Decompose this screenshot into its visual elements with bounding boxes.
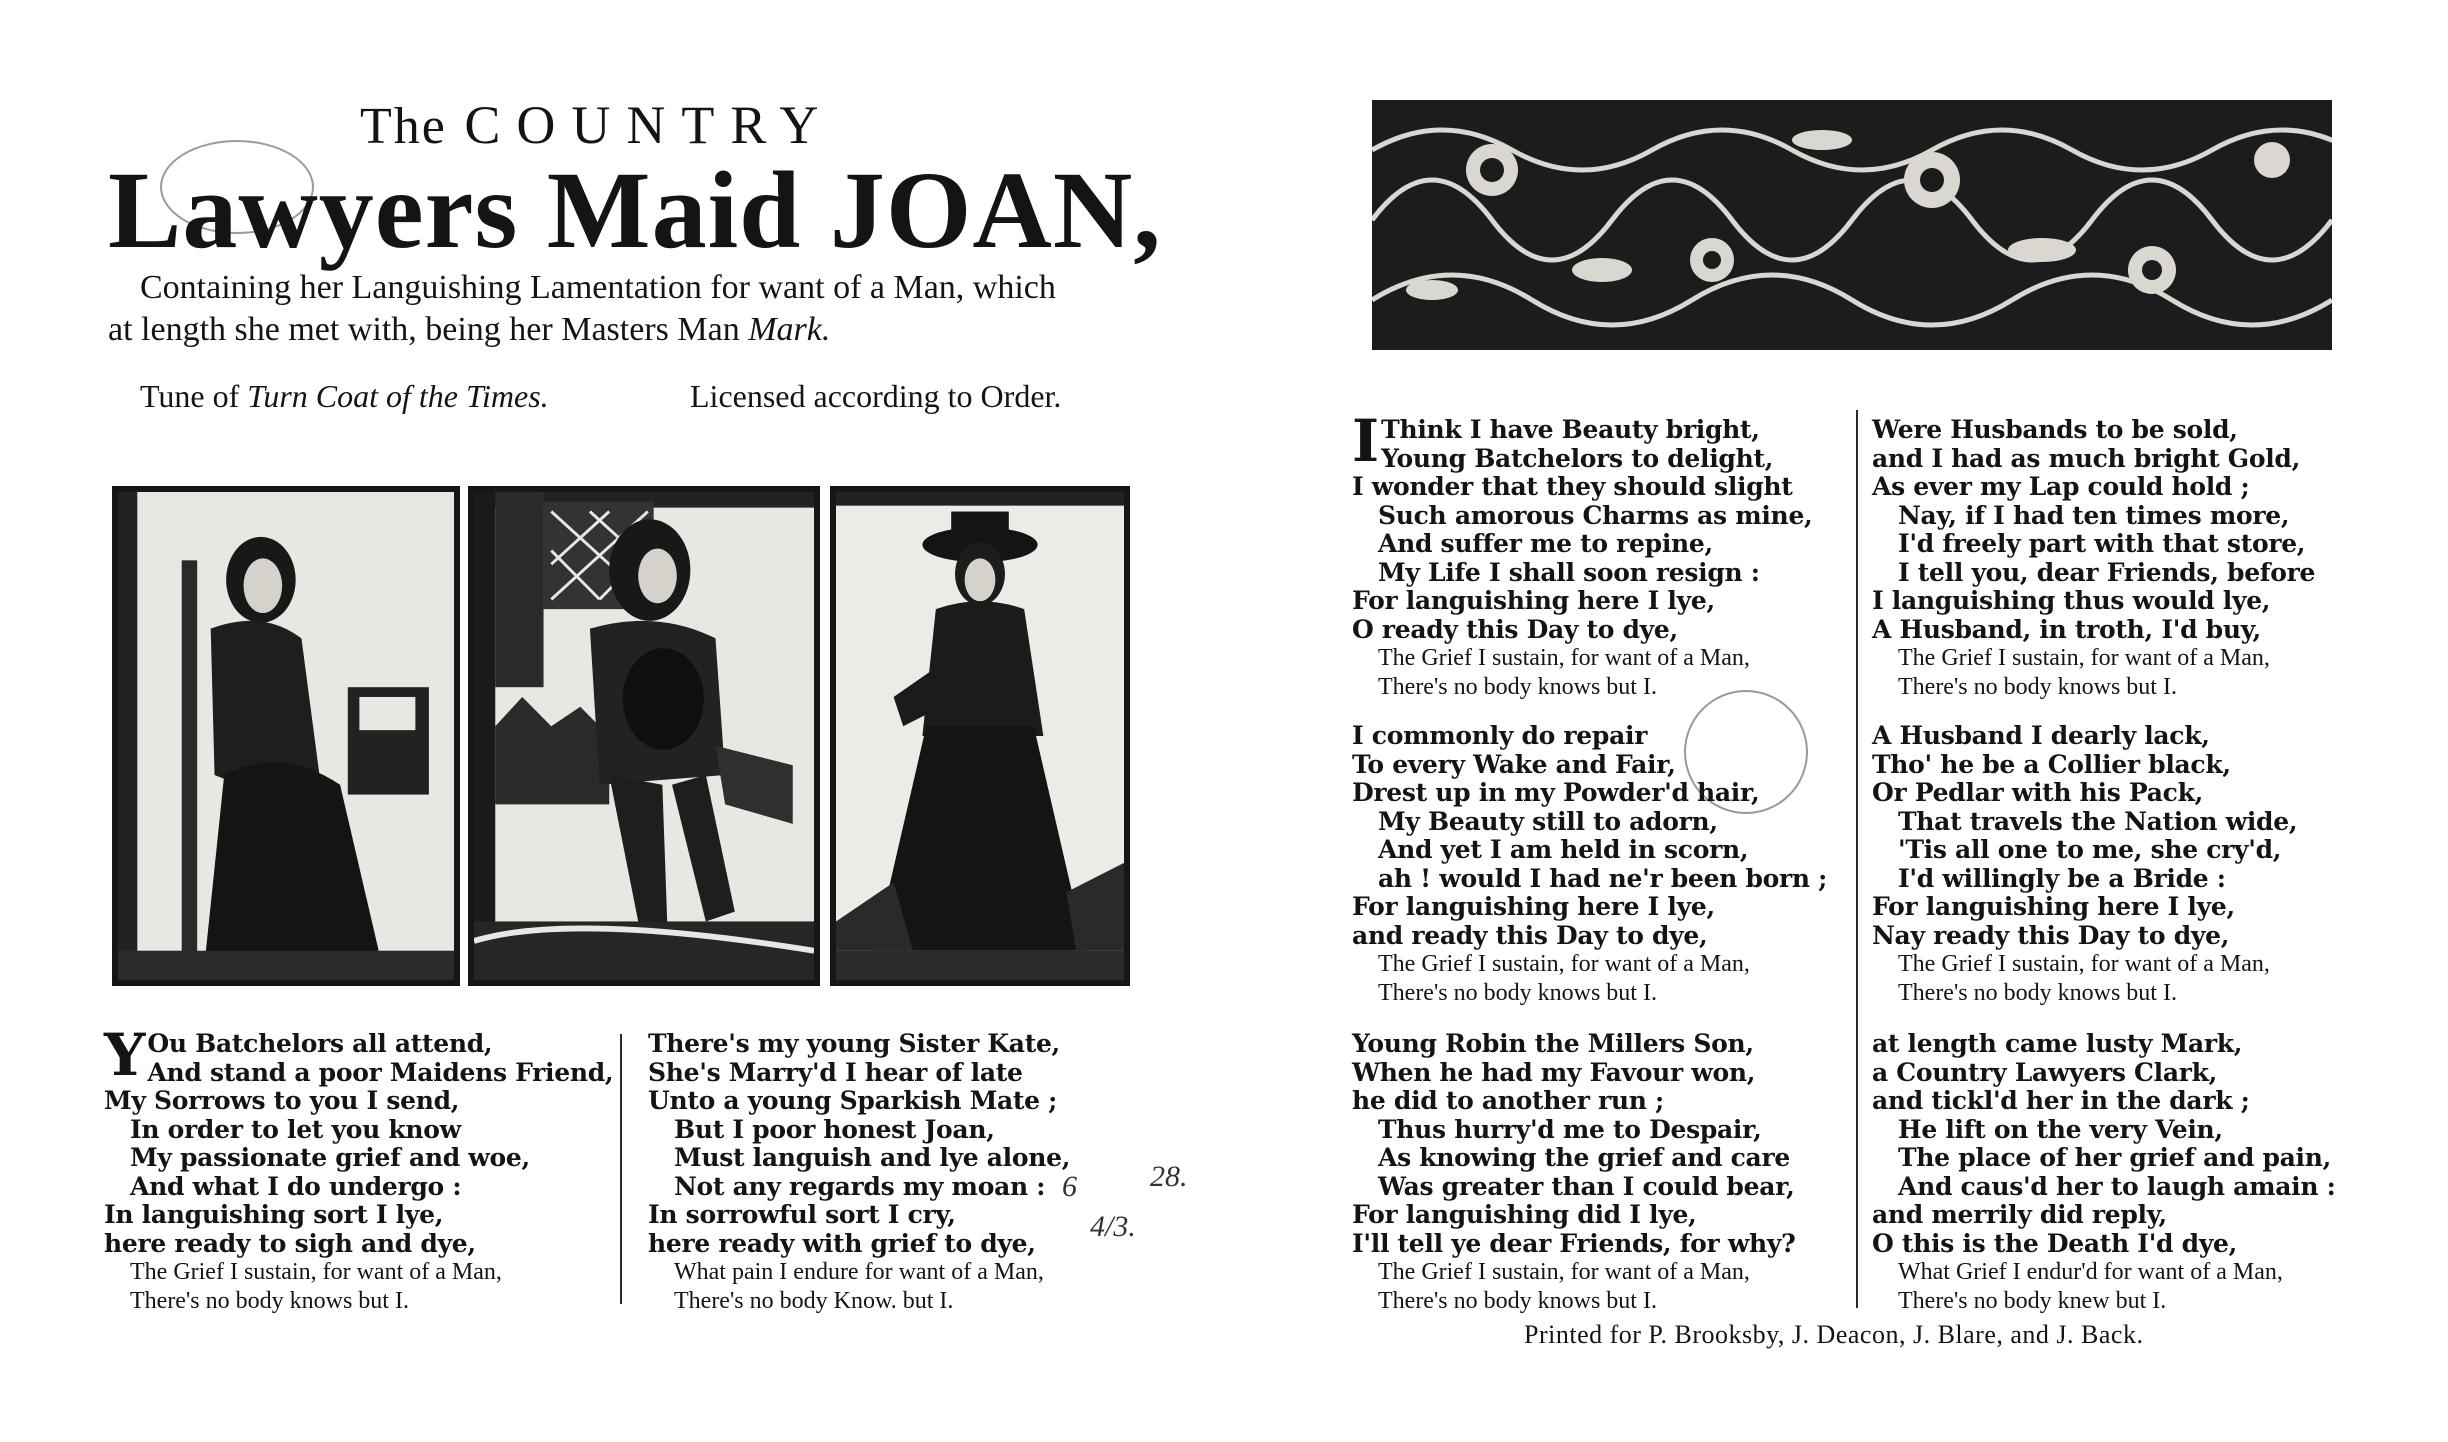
handwritten-note-a: 6 — [1062, 1170, 1077, 1203]
woodcut-man-with-hat — [468, 486, 820, 986]
verse-line: Young Batchelors to delight, — [1381, 443, 1774, 473]
verse-line: As ever my Lap could hold ; — [1872, 472, 2250, 501]
subtitle-line-2a: at length she met with, being her Masters Man — [108, 311, 740, 348]
refrain-line: There's no body knows but I. — [1378, 673, 1657, 700]
verse-line: Was greater than I could bear, — [1378, 1171, 1795, 1201]
title-country: COUNTRY — [464, 95, 835, 155]
verse-line: And yet I am held in scorn, — [1378, 835, 1749, 864]
verse-line: She's Marry'd I hear of late — [648, 1057, 1023, 1087]
verse-line: Drest up in my Powder'd hair, — [1352, 778, 1760, 807]
verse-line: My Life I shall soon resign : — [1378, 557, 1760, 587]
refrain-line: There's no body knows but I. — [1378, 1287, 1657, 1314]
verse-line: Tho' he be a Collier black, — [1872, 749, 2231, 779]
subtitle-line-1: Containing her Languishing Lamentation for want of a Man, which — [140, 269, 1056, 306]
subtitle-line-2 — [108, 310, 1208, 350]
verse-line: Or Pedlar with his Pack, — [1872, 778, 2204, 807]
title-the: The — [360, 98, 447, 155]
tune-name: Turn Coat of the Times. — [247, 378, 549, 414]
verse-line: Nay ready this Day to dye, — [1872, 920, 2230, 950]
verse-line: For languishing did I lye, — [1352, 1200, 1697, 1229]
verse-line: As knowing the grief and care — [1378, 1143, 1790, 1172]
woodcut-seated-woman-icon — [118, 492, 454, 980]
verse-line: I wonder that they should slight — [1352, 472, 1793, 501]
verse-line: and merrily did reply, — [1872, 1200, 2167, 1229]
woodcut-standing-woman-icon — [836, 492, 1124, 980]
verse-line: Thus hurry'd me to Despair, — [1378, 1114, 1762, 1144]
verse-line: In languishing sort I lye, — [104, 1200, 444, 1229]
verse-line: For languishing here I lye, — [1352, 586, 1715, 615]
verse-line: And suffer me to repine, — [1378, 529, 1713, 558]
ornamental-banner — [1372, 100, 2332, 350]
refrain-line: The Grief I sustain, for want of a Man, — [130, 1259, 502, 1285]
verse-line: There's my young Sister Kate, — [648, 1029, 1060, 1058]
verse-line: Think I have Beauty bright, — [1381, 415, 1760, 444]
verse-line: here ready with grief to dye, — [648, 1228, 1036, 1258]
right-page — [1224, 0, 2448, 1442]
woodcut-man-icon — [474, 492, 814, 980]
refrain-line: The Grief I sustain, for want of a Man, — [1898, 951, 2270, 977]
verse-line: Nay, if I had ten times more, — [1898, 500, 2290, 530]
dropcap: Y — [104, 1021, 146, 1089]
floral-ornament-icon — [1372, 100, 2332, 350]
refrain-line: The Grief I sustain, for want of a Man, — [1378, 645, 1750, 671]
verse-line: For languishing here I lye, — [1352, 892, 1715, 921]
verse-line: But I poor honest Joan, — [674, 1114, 995, 1144]
verse-line: That travels the Nation wide, — [1898, 806, 2298, 836]
column-rule — [620, 1034, 622, 1304]
woodcut-seated-woman — [112, 486, 460, 986]
verse-line: To every Wake and Fair, — [1352, 749, 1676, 779]
right-col1-stanza-2 — [1352, 722, 1852, 1007]
verse-line: and tickl'd her in the dark ; — [1872, 1086, 2250, 1115]
verse-line: The place of her grief and pain, — [1898, 1143, 2332, 1172]
verse-line: My Beauty still to adorn, — [1378, 806, 1718, 836]
stanza-1 — [104, 1021, 614, 1315]
verse-line: Unto a young Sparkish Mate ; — [648, 1086, 1058, 1115]
verse-line: I languishing thus would lye, — [1872, 586, 2271, 615]
verse-line: I'll tell ye dear Friends, for why? — [1352, 1228, 1796, 1258]
verse-line: O ready this Day to dye, — [1352, 614, 1678, 644]
verse-line: And caus'd her to laugh amain : — [1898, 1171, 2336, 1201]
refrain-line: The Grief I sustain, for want of a Man, — [1378, 951, 1750, 977]
verse-line: A Husband I dearly lack, — [1872, 721, 2210, 750]
refrain-line: There's no body knows but I. — [130, 1287, 409, 1314]
verse-line: here ready to sigh and dye, — [104, 1228, 476, 1258]
refrain-line: What Grief I endur'd for want of a Man, — [1898, 1259, 2283, 1285]
verse-line: Such amorous Charms as mine, — [1378, 500, 1813, 530]
verse-line: Must languish and lye alone, — [674, 1143, 1071, 1172]
right-col2-stanza-3 — [1872, 1030, 2412, 1315]
right-col1-stanza-1 — [1352, 407, 1852, 701]
verse-line: When he had my Favour won, — [1352, 1057, 1756, 1087]
verse-line: I commonly do repair — [1352, 721, 1648, 750]
verse-line: My passionate grief and woe, — [130, 1143, 530, 1172]
verse-line: I tell you, dear Friends, before — [1898, 557, 2316, 587]
verse-line: 'Tis all one to me, she cry'd, — [1898, 835, 2282, 864]
right-col2-stanza-2 — [1872, 722, 2412, 1007]
right-col2-stanza-1 — [1872, 416, 2412, 701]
tune-label: Tune of — [140, 378, 240, 414]
verse-line: ah ! would I had ne'r been born ; — [1378, 863, 1828, 893]
dropcap: I — [1352, 407, 1380, 475]
verse-line: he did to another run ; — [1352, 1086, 1664, 1115]
verse-line: A Husband, in troth, I'd buy, — [1872, 614, 2261, 644]
handwritten-note-b: 28. — [1150, 1160, 1188, 1193]
refrain-line: There's no body knows but I. — [1378, 979, 1657, 1006]
refrain-line: There's no body knows but I. — [1898, 673, 2177, 700]
refrain-line: The Grief I sustain, for want of a Man, — [1378, 1259, 1750, 1285]
title-main: Lawyers Maid JOAN, — [108, 149, 1162, 271]
verse-line: Young Robin the Millers Son, — [1352, 1029, 1754, 1058]
refrain-line: The Grief I sustain, for want of a Man, — [1898, 645, 2270, 671]
verse-line: In sorrowful sort I cry, — [648, 1200, 956, 1229]
stanza-2 — [648, 1030, 1158, 1315]
subtitle-mark: Mark. — [748, 311, 831, 348]
verse-line: and ready this Day to dye, — [1352, 920, 1708, 950]
verse-line: and I had as much bright Gold, — [1872, 443, 2300, 473]
tune-line — [140, 378, 549, 415]
verse-line: a Country Lawyers Clark, — [1872, 1057, 2218, 1087]
verse-line: He lift on the very Vein, — [1898, 1114, 2223, 1144]
verse-line: For languishing here I lye, — [1872, 892, 2235, 921]
verse-line: And what I do undergo : — [130, 1171, 462, 1201]
verse-line: O this is the Death I'd dye, — [1872, 1228, 2238, 1258]
verse-line: Ou Batchelors all attend, — [147, 1029, 493, 1058]
verse-line: Not any regards my moan : — [674, 1171, 1046, 1201]
refrain-line: There's no body knows but I. — [1898, 979, 2177, 1006]
verse-line: And stand a poor Maidens Friend, — [147, 1057, 614, 1087]
woodcut-standing-woman — [830, 486, 1130, 986]
verse-line: My Sorrows to you I send, — [104, 1086, 460, 1115]
column-rule — [1856, 410, 1858, 1308]
refrain-line: What pain I endure for want of a Man, — [674, 1259, 1044, 1285]
refrain-line: There's no body knew but I. — [1898, 1287, 2167, 1314]
verse-line: at length came lusty Mark, — [1872, 1029, 2243, 1058]
verse-line: In order to let you know — [130, 1114, 461, 1144]
verse-line: I'd freely part with that store, — [1898, 529, 2306, 558]
verse-line: Were Husbands to be sold, — [1872, 415, 2238, 444]
right-col1-stanza-3 — [1352, 1030, 1852, 1315]
license-line: Licensed according to Order. — [690, 378, 1062, 414]
verse-line: I'd willingly be a Bride : — [1898, 863, 2226, 893]
printer-imprint: Printed for P. Brooksby, J. Deacon, J. Blare, and J. Back. — [1524, 1320, 2144, 1349]
refrain-line: There's no body Know. but I. — [674, 1287, 954, 1314]
handwritten-note-c: 4/3. — [1090, 1210, 1136, 1243]
